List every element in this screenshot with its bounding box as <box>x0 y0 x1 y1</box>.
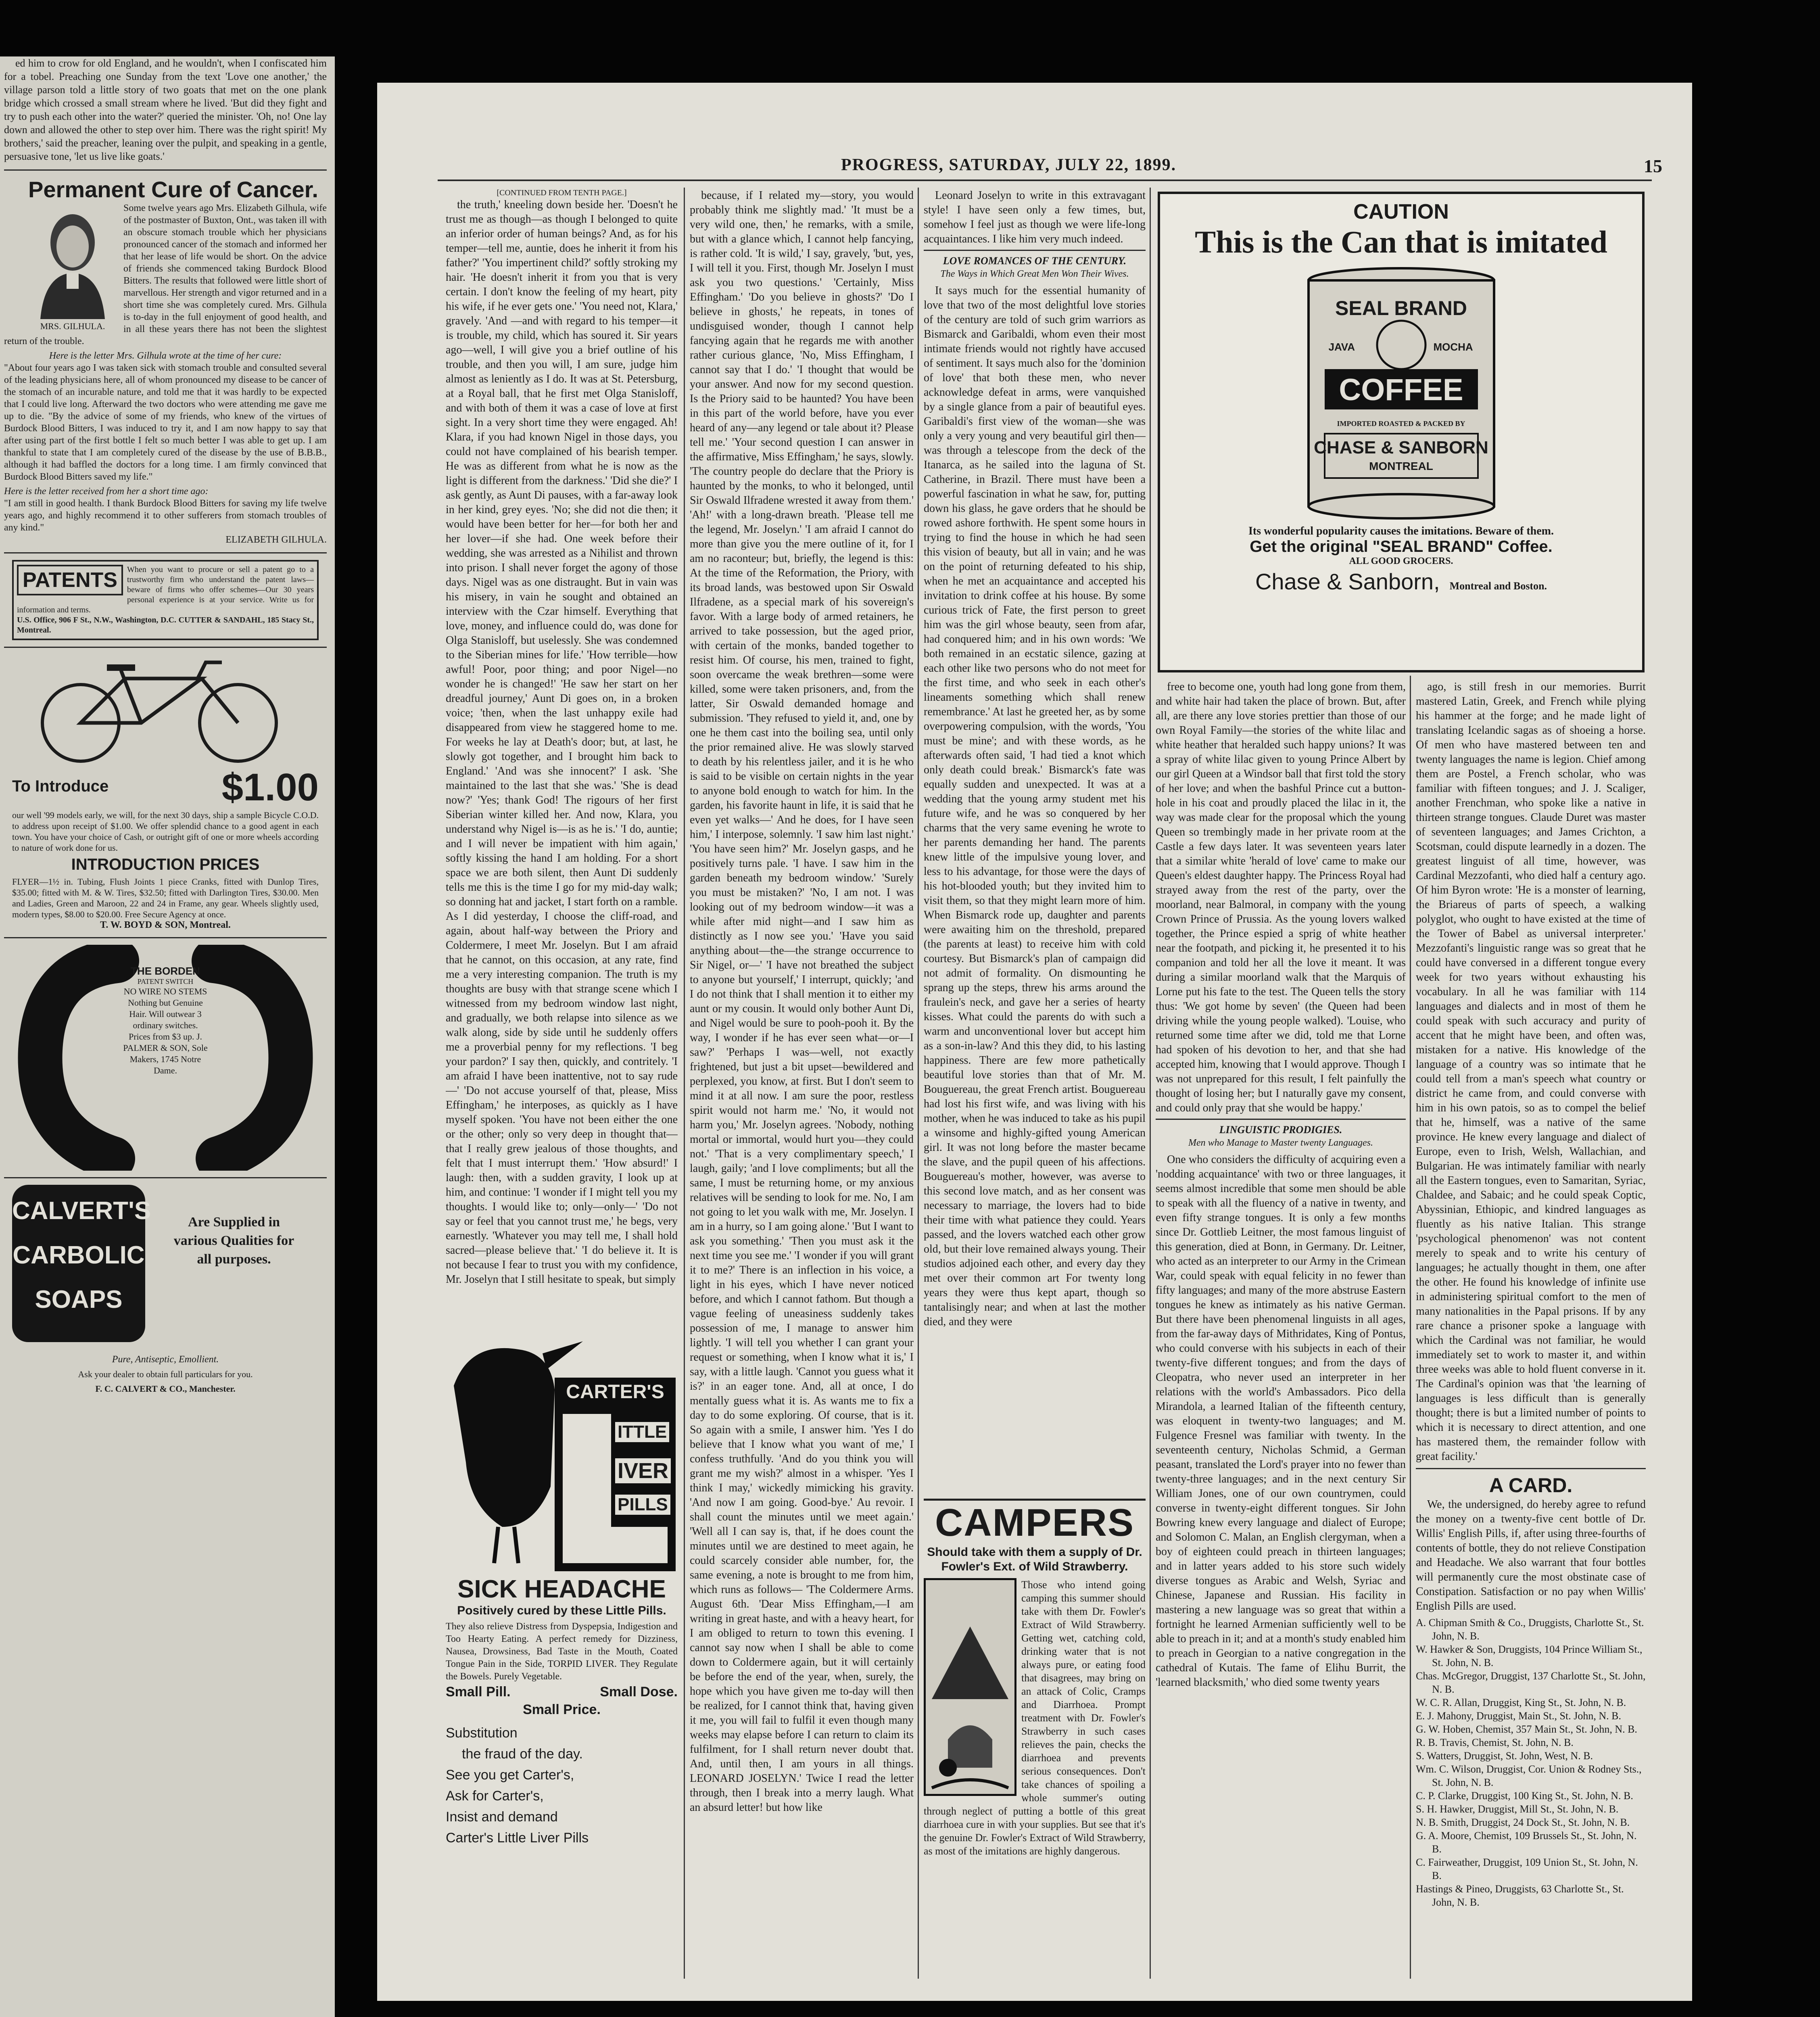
left-top-text: ed him to crow for old England, and he wouldn't, when I confiscated him for a tobel. Preaching one Sunday from the text 'Love one another,' the village parson told a little story of two goats that met on the one plank bridge which crossed a small stream where he lived. 'But did they fight and try to push each other into the water?' queried the minister. 'Oh, no! One lay down and allowed the other to step over him. There was the right spirit! My brothers,' said the preacher, leaning over the pulpit, and speaking in a gentle, persuasive tone, 'let us live like goats.' <box>4 57 327 162</box>
carters-script-line: Ask for Carter's, <box>446 1788 544 1804</box>
linguistic-sub: Men who Manage to Master twenty Languages. <box>1188 1138 1373 1148</box>
story-column-4 <box>1156 680 1406 1979</box>
divider <box>4 1177 327 1178</box>
cancer-letter2: "I am still in good health. I thank Burdock Blood Bitters for saving my life twelve years ago, and highly recommend it to other sufferers from stomach troubles of any kind." <box>4 498 327 533</box>
can-mocha: MOCHA <box>1433 341 1473 353</box>
cancer-ad-body: Some twelve years ago Mrs. Elizabeth Gilhula, wife of the postmaster of Buxton, Ont., was taken ill with an obscure stomach trouble which her physicians pronounced cancer of the stomach and informed her that her lease of life would be short. On the advice of friends she commenced taking Burdock Blood Bitters. The results that followed were little short of marvellous. Her strength and vigor returned and in a short time she was completely cured. Mrs. Gilhula is to-day in the full enjoyment of good health, and in all these years there has not been the slightest return of the trouble. <box>4 203 327 347</box>
column-rule <box>684 188 685 1979</box>
cancer-ad <box>4 177 327 546</box>
can-imported: IMPORTED ROASTED & PACKED BY <box>1337 420 1465 428</box>
list-item: W. Hawker & Son, Druggists, 104 Prince William St., St. John, N. B. <box>1416 1643 1643 1668</box>
calvert-foot: Ask your dealer to obtain full particulars for you. <box>78 1369 253 1379</box>
page-number: 15 <box>1644 156 1662 176</box>
borden-text <box>121 965 210 1076</box>
story-column-3 <box>924 188 1146 1491</box>
linguistic-text: One who considers the difficulty of acquiring even a 'nodding acquaintance' with two or three languages, it seems almost incredible that some men should be able to speak with all the fluency of a native in twenty, and even fifty strange tongues. It is only a few months since Dr. Gottlieb Leitner, the most famous linguist of this generation, died at Bonn, in Germany. Dr. Leitner, who acted as an interpreter to our Army in the Crimean War, could speak with equal felicity in no fewer than fifty languages; and many of the more abstruse Eastern tongues he knew as intimately as his native German. But there have been phenomenal linguists in all ages, from the far-away days of Mithridates, King of Pontus, who could converse with his subjects in each of their twenty-five different tongues; and from the days of Cleopatra, who never used an interpreter in her relations with the world's Ambassadors. Pico della Mirandola, a learned Italian of the fifteenth century, was eloquent in twenty-two languages; and M. Fulgence Fresnel was familiar with twenty. In the seventeenth century, Nicholas Schmid, a German peasant, translated the Lord's prayer into no fewer than twenty-three languages; and in the next century Sir William Jones, one of our own countrymen, could converse in twenty-eight different tongues. Sir John Bowring knew every language and dialect of Europe; and Solomon C. Malan, an English clergyman, when a boy of eighteen could preach in thirteen languages; and in latter years added to his store such widely diverse tongues as Arabic and Welsh, Syriac and Chinese, Japanese and Russian. His facility in mastering a new language was so great that within a fortnight he learned Armenian sufficiently well to be able to preach in it; and at a month's study enabled him to preach in Georgian to a native congregation in the cathedral of Kutais. The fame of Elihu Burrit, the 'learned blacksmith,' who died some twenty years <box>1156 1153 1406 1689</box>
calvert-body: Are Supplied in various Qualities for all purposes. <box>173 1215 294 1267</box>
carters-sub: Positively cured by these Little Pills. <box>457 1604 666 1617</box>
carters-smalls <box>446 1683 678 1718</box>
seal-line-2: Get the original "SEAL BRAND" Coffee. <box>1250 538 1553 555</box>
love-romances-head: LOVE ROMANCES OF THE CENTURY. <box>943 255 1127 267</box>
list-item: N. B. Smith, Druggist, 24 Dock St., St. John, N. B. <box>1416 1817 1630 1828</box>
calvert-soap-ad <box>12 1185 319 1354</box>
newspaper-page <box>377 83 1692 2001</box>
seal-maker-line <box>1160 568 1642 595</box>
carters-small-pill: Small Pill. <box>446 1684 511 1700</box>
seal-brand-ad <box>1158 192 1645 672</box>
header-rule <box>438 180 1652 181</box>
carters-script-line: Substitution <box>446 1725 518 1741</box>
love-romances-text: It says much for the essential humanity of love that two of the most delightful love stories of the century are told of such grim warriors as Bismarck and Garibaldi, whom even their most intimate friends would not rightly have accused of sentiment. It says much also for the 'dominion of love' that both these men, who never acknowledge defeat in arms, were vanquished by a single glance from a pair of beautiful eyes. Garibaldi's first view of the woman—she was only a very young and very beautiful girl then—was through a telescope from the deck of the Itanarca, as he sailed into the laguna of St. Catherine, in Brazil. There must have been a powerful fascination in what he saw, for, putting down his glass, he gave orders that he should be rowed ashore forthwith. He spent some hours in trying to find the house in which he had seen this vision of beauty, but all in vain; and he was on the point of returning defeated to his ship, when he met an acquaintance and accepted his invitation to drink coffee at his house. By some curious trick of Fate, the first person to greet him was the girl whose beauty, seen from afar, had conquered him; and in his own words: 'We both remained in an ecstatic silence, gazing at each other like two persons who do not meet for the first time, and who seek in each other's lineaments something which shall renew remembrance.' At last he greeted her, as by some overpowering compulsion, with the words, 'You must be mine'; and with these words, as he afterwards often said, 'I had tied a knot which only death could break.' Bismarck's fate was equally sudden and unexpected. It was at a wedding that the young army student met his future wife, and he was so conquered by her charms that the very same evening he wrote to her parents demanding her hand. The parents knew little of the impulsive young lover, and less to his advantage, for those were the days of his hot-blooded youth; but they invited him to visit them, so that they might learn more of him. When Bismarck rode up, daughter and parents were awaiting him on the threshold, prepared (the parents at least) to receive him with cold courtesy. But Bismarck's plan of campaign did not admit of formality. On dismounting he sprang up the steps, threw his arms around the fraulein's neck, and gave her a series of hearty kisses. What could the parents do with such a warm and unconventional lover but accept him as a son-in-law? And this they did, to his lasting happiness. There are few more pathetically beautiful love stories than that of Mr. M. Bouguereau, the great French artist. Bouguereau had lost his first wife, and was living with his mother, when he was induced to take as his pupil a winsome and highly-gifted young American girl. It was not long before the master became the slave, and the pupil queen of his affections. Bouguereau's mother, however, was averse to this second love match, and as her consent was necessary to marriage, the lovers had to bide their time with what patience they could. Years passed, and the lovers watched each other grow old, but their love remained always young. Their studios adjoined each other, and every day they met over their common art For twenty long years they were thus kept apart, though so tantalisingly near; and when at last the mother died, and they were <box>924 284 1146 1328</box>
can-maker: CHASE & SANBORN <box>1314 438 1488 457</box>
bicycle-prices-head: INTRODUCTION PRICES <box>71 856 260 873</box>
divider <box>1156 1119 1406 1120</box>
left-page-column <box>4 56 327 2017</box>
borden-body: NO WIRE NO STEMS Nothing but Genuine Hair. Will outwear 3 ordinary switches. Prices from $3 up. J. PALMER & SON, Sole Makers, 1745 Notre Dame. <box>123 986 208 1075</box>
carters-headline: SICK HEADACHE <box>457 1575 666 1603</box>
cancer-signature: ELIZABETH GILHULA. <box>225 535 327 545</box>
cancer-portrait <box>28 206 117 332</box>
bicycle-body: our well '99 models early, we will, for the next 30 days, ship a sample Bicycle C.O.D. to address upon receipt of $1.00. We offer splendid chance to a good agent in each town. You have your choice of Cash, or outright gift of one or more wheels according to nature of work done for us. <box>12 810 319 853</box>
caution-label: CAUTION <box>1353 200 1449 223</box>
carters-small-price: Small Price. <box>523 1702 601 1717</box>
story-text-2: because, if I related my—story, you would probably think me slightly mad.' 'It must be a very wild one, then,' he remarks, with a smile, but with a glance which, I cannot help fancying, is rather cold. 'It is wild,' I say, gravely, 'but, yes, I will tell it you. First, though Mr. Joselyn I must ask you two questions.' 'Certainly, Miss Effingham.' 'Do you believe in ghosts?' 'Do I believe in ghosts,' he repeats, in tones of undisguised wonder, though I cannot help fancying again that he regards me with another rather curious glance, 'No, Miss Effingham, I cannot say that I do.' 'I thought that would be your answer. And now for my second question. Is the Priory said to be haunted? You have been in this part of the world before, have you ever heard of any—any legend or tale about it? Please tell me.' 'Your second question I can answer in the affirmative, Miss Effingham,' he says, slowly. 'The country people do declare that the Priory is haunted by the monks, to who it belonged, until Sir Oswald Ilfradene wrested it away from them.' 'Ah!' with a long-drawn breath. 'Please tell me the legend, Mr. Joselyn.' 'I am afraid I cannot do more than give you the mere outline of it, for I am no raconteur; but, briefly, the legend is this: At the time of the Reformation, the Priory, with its broad lands, was bestowed upon Sir Oswald Ilfradene, as a special mark of his sovereign's favor. With a large body of armed retainers, he arrived to take possession, but the aged prior, with certain of the monks, banded together to resist him. Of course, his men, trained to fight, soon overcame the weak brethren—some were killed, some were taken prisoners, and, from the latter, Sir Oswald demanded homage and submission. 'They refused to yield it, and, one by one he them cast into the boiling sea, until only the prior remained alive. He was slowly starved to death by his relentless jailer, and it is he who is said to be visible on certain nights in the year to anyone bold enough to watch for him. In the garden, his favorite haunt in life, it is said that he even yet walks—' And he does, for I have seen him,' I interpose, solemnly. 'I saw him last night.' 'You have seen him?' Mr. Joselyn gasps, and he positively turns pale. 'I have. I saw him in the garden beneath my bedroom window.' 'Surely you must be mistaken?' 'No, I am not. I was looking out of my bedroom window—it was a while after mid night—and I saw him as distinctly as I now see you.' 'Have you said anything about—the—the strange occurrence to Sir Nigel, or—' 'I have not breathed the subject to anyone but yourself,' I interrupt, quickly; 'and I do not think that I shall mention it to either my aunt or my cousin. It would only bother Aunt Di, and Nigel would be sure to pooh-pooh it. By the way, I wonder if he has ever seen what—or—I saw?' 'Perhaps I was—well, not exactly frightened, but just a bit upset—bewildered and perplexed, you know, at first. But I don't seem to mind it at all now. I am sure the poor, restless spirit would not harm me.' 'No, it would not harm you,' Mr. Joselyn agrees. 'Nobody, nothing mortal or immortal, would hurt you—they could not.' 'That is a very complimentary speech,' I laugh, gaily; 'and I love compliments; but all the same, I must be returning home, or my anxious relatives will be sending to look for me. No, I am not going to let you walk with me, Mr. Joselyn. I am in a hurry, so I am going alone.' 'But I want to ask you something.' 'Then you must ask it the next time you see me.' 'I wonder if you will grant it to me?' There is an inflection in his voice, a light in his eyes, which I have never noticed before, and which I cannot fathom. But though a vague feeling of uneasiness suddenly takes possession of me, I manage to answer him lightly. 'I will tell you whether I can grant your request or something, when I know what it is,' I say, with a little laugh. 'Cannot you guess what it is?' in an eager tone. And, all at once, I do mentally guess what it is. As wants me to fix a day to do some exploring. Of course, that is it. So again with a smile, I answer him. 'Yes I do believe that I know what you want of me,' I confess truthfully. 'And do you think you will grant me my wish?' almost in a whisper. 'Yes I think I may,' wickedly mimicking his gravity. 'And now I am going. Good-bye.' Au revoir. I shall count the minutes until we meet again.' 'Well all I can say is, that, if he does count the minutes until we are destined to meet again, he could scarcely consider able number, for, the same evening, a note is brought to me from him, which runs as follows— 'The Coldermere Arms. August 6th. 'Dear Miss Effingham,—I am writing in great haste, and with a heavy heart, for I am obliged to return to town this evening. I cannot say now when I shall be able to come down to Coldermere again, but it will certainly be before the end of the year, when, surely, the hope which you have given me to-day will then be realized, for I cannot think that, having given it me, you will fail to fulfil it even though many weeks may elapse before I can return to claim its fulfilment, for I shall return never doubt that. And, until then, I am yours in all things. LEONARD JOSELYN.' Twice I read the letter through, then I break into a merry laugh. What an absurd letter! but how like <box>690 189 914 1814</box>
can-top: SEAL BRAND <box>1335 297 1467 319</box>
list-item: E. J. Mahony, Druggist, Main St., St. John, N. B. <box>1416 1710 1621 1722</box>
list-item: A. Chipman Smith & Co., Druggists, Charlotte St., St. John, N. B. <box>1416 1617 1644 1642</box>
cancer-ad-title: Permanent Cure of Cancer. <box>28 177 318 202</box>
story-column-2 <box>690 188 914 1975</box>
cancer-letter: "About four years ago I was taken sick with stomach trouble and consulted several of the leading physicians here, all of whom pronounced my disease to be cancer of the stomach of an incurable nature, and told me that it was hardly to be expected that I could live long. Afterward the two doctors who were attending me gave me up to die. "By the advice of some of my friends, who knew of the virtues of Burdock Blood Bitters, I was induced to try it, and I am now happy to say that after using part of the first bottle I felt so much better I was able to get up. I am thankful to state that I am completely cured of the disease by the use of B.B.B., although it had baffled the doctors for a long time. I am firmly convinced that Burdock Blood Bitters saved my life." <box>4 363 327 482</box>
divider <box>4 552 327 553</box>
crow-icon <box>446 1317 678 1575</box>
carters-ad <box>446 1317 678 1983</box>
coffee-can <box>1300 264 1502 522</box>
borden-switch-ad <box>12 945 319 1171</box>
divider <box>4 169 327 171</box>
list-item: C. Fairweather, Druggist, 109 Union St., St. John, N. B. <box>1416 1856 1638 1881</box>
can-java: JAVA <box>1328 341 1355 353</box>
patents-body: When you want to procure or sell a patent go to a trustworthy firm who understand the patent laws—beware of firms who offer schemes—Our 30 years personal experience is at your service. Write us for information and terms. <box>17 565 314 614</box>
list-item: Wm. C. Wilson, Druggist, Cor. Union & Rodney Sts., St. John, N. B. <box>1416 1763 1642 1788</box>
seal-line-1: Its wonderful popularity causes the imitations. Beware of them. <box>1248 525 1554 537</box>
patents-address: U.S. Office, 906 F St., N.W., Washington, D.C. CUTTER & SANDAHL, 185 Stacy St., Montreal. <box>17 616 314 635</box>
campers-sub: Should take with them a supply of Dr. Fowler's Ext. of Wild Strawberry. <box>927 1545 1142 1573</box>
list-item: S. H. Hawker, Druggist, Mill St., St. John, N. B. <box>1416 1803 1619 1815</box>
portrait-caption: MRS. GILHULA. <box>40 321 105 331</box>
card-head: A CARD. <box>1489 1474 1573 1497</box>
list-item: Hastings & Pineo, Druggists, 63 Charlotte St., St. John, N. B. <box>1416 1883 1624 1908</box>
borden-sub: PATENT SWITCH <box>137 977 194 986</box>
masthead: PROGRESS, SATURDAY, JULY 22, 1899. <box>841 156 1177 174</box>
list-item: G. A. Moore, Chemist, 109 Brussels St., St. John, N. B. <box>1416 1830 1637 1855</box>
story-text-4: free to become one, youth had long gone from them, and white hair had taken the place of brown. But, after all, are there any love stories prettier than those of our own Royal Family—the stories of the white lilac and white heather that heralded such happy unions? It was a spray of white lilac given to young Prince Albert by our girl Queen at a Windsor ball that first told the story of her love; and when the bashful Prince cut a button-hole in his coat and proudly placed the lilac in it, the way was made clear for the proposal which the young Queen so trembingly made in her private room at the Castle a few days later. It was seventeen years later that a similar white 'herald of love' came to make our Queen's eldest daughter happy. The Princess Royal had strayed away from the rest of the party, over the moorland, near Balmoral, in company with the young Crown Prince of Prussia. As the young lovers walked together, the Prince espied a sprig of white heather near the footpath, and picking it, he presented it to his companion and told her all the love it meant. It was during a similar moorland walk that the Marquis of Lorne put his fate to the test. The Queen tells the story thus: 'We got home by seven' (the Queen had been driving while the young people walked). 'Louise, who returned some time after we did, told me that Lorne had spoken of his devotion to her, and that she had accepted him, knowing that I would approve. Though I was not unprepared for this result, I felt painfully the thought of losing her; but I naturally gave my consent, and could only pray that she would be happy.' <box>1156 681 1406 1114</box>
seal-maker: Chase & Sanborn, <box>1255 569 1440 594</box>
carters-brand-4: PILLS <box>615 1495 670 1515</box>
seal-line-3: ALL GOOD GROCERS. <box>1349 556 1453 566</box>
carters-script-line: the fraud of the day. <box>462 1746 583 1762</box>
divider <box>1416 1468 1646 1469</box>
love-romances-sub: The Ways in Which Great Men Won Their Wives. <box>940 269 1129 279</box>
list-item: R. B. Travis, Chemist, St. John, N. B. <box>1416 1737 1574 1748</box>
carters-small-dose: Small Dose. <box>600 1684 678 1700</box>
portrait-image <box>32 206 113 319</box>
campers-body: Those who intend going camping this summer should take with them Dr. Fowler's Extract of Wild Strawberry. Getting wet, catching cold, drinking water that is not always pure, or eating food that disagrees, may bring on an attack of Colic, Cramps and Diarrhoea. Prompt treatment with Dr. Fowler's Strawberry in such cases relieves the pain, checks the diarrhoea and prevents serious consequences. Don't take chances of spoiling a whole summer's outing through neglect of putting a bottle of this great diarrhoea cure in with your supplies. But see that it's the genuine Dr. Fowler's Extract of Wild Strawberry, as most of the imitations are highly dangerous. <box>924 1579 1146 1857</box>
list-item: W. C. R. Allan, Druggist, King St., St. John, N. B. <box>1416 1697 1626 1708</box>
campers-title: CAMPERS <box>935 1501 1135 1544</box>
patents-title: PATENTS <box>17 565 123 595</box>
card-text: We, the undersigned, do hereby agree to refund the money on a twenty-five cent bottle of Dr. Willis' English Pills, if, after using three-fourths of contents of bottle, they do not relieve Constipation and Headache. We also warrant that four bottles will permanently cure the most obstinate case of Constipation. Satisfaction or no pay when Willis' English Pills are used. <box>1416 1498 1646 1612</box>
left-page-edge <box>0 56 335 2017</box>
card-list <box>1416 1616 1646 1909</box>
calvert-tag: Pure, Antiseptic, Emollient. <box>112 1354 219 1365</box>
story-text-5: ago, is still fresh in our memories. Burrit mastered Latin, Greek, and French while plying his hammer at the forge; and he made light of translating Icelandic sagas as of shoeing a horse. Of men who have mastered between ten and twenty languages the name is legion. Chief among them are Postel, a French scholar, who was familiar with fifteen tongues; and J. J. Scaliger, another Frenchman, who spoke like a native in thirteen strange tongues. Claude Duret was master of seventeen languages; and James Crichton, a Scotsman, could dispute learnedly in a dozen. The greatest linguist of all time, however, was Cardinal Mezzofanti, who died half a century ago. Of him Byron wrote: 'He is a monster of learning, the Briareus of parts of speech, a walking polyglot, who ought to have existed at the time of the Tower of Babel as universal interpreter.' Mezzofanti's linguistic range was so great that he could have conversed in a different tongue every week for two years without exhausting his vocabulary. In all he was familiar with 114 languages and dialects and in most of them he could speak with such accuracy and purity of accent that he might have been, and often was, mistaken for a native. His knowledge of the language of a country was so intimate that he could tell from a man's speech what country or district he came from, and could converse with him in his own patois, so as to compel the belief that he, himself, was a native of the same province. He knew every language and dialect of Europe, even to Irish, Welsh, Wallachian, and Bulgarian. He was intimately familiar with nearly all the Eastern tongues, even to Samaritan, Syriac, Chaldee, and Sabaic; and he could speak Coptic, Abyssinian, Ethiopic, and kindred languages as fluently as his native Italian. This strange 'psychological phenomenon' was not content merely to speak and to write his century of languages; he actually thought in them, one after the other. He found his knowledge of infinite use in administering spiritual comfort to the men of many nationalities in the Papal prisons. If by any rare chance a prisoner spoke a language with which the Cardinal was not familiar, he would immediately set to work to master it, and within three weeks was able to hold fluent converse in it. The Cardinal's opinion was that 'the learning of languages is less difficult than is generally thought; there is but a limited number of points to which it is necessary to direct attention, and one has mastered them, the remainder follow with great facility.' <box>1416 681 1646 1463</box>
divider <box>4 647 327 648</box>
carters-script <box>446 1723 678 1848</box>
story-text-1: the truth,' kneeling down beside her. 'Doesn't he trust me as though—as though I belonged to quite an inferior order of human beings? And, as for his temper—tell me, auntie, does he inherit it from his father?' 'You impertinent child?' softly stroking my hair. 'He doesn't inherit it from you that is very certain. I don't know the feeling of my heart, pity his wife, if he ever gets one.' 'You need not, Klara,' gravely. 'And —and with regard to his temper—it is trouble, my child, which has soured it. Sir years ago—well, I will give you a brief outline of his trouble, and then you will, I am sure, judge him almost as leniently as I do. It was at St. Petersburg, at a Royal ball, that he first met Olga Stanisloff, and with both of them it was a case of love at first sight. In a very short time they were engaged. Ah! Klara, if you had known Nigel in those days, you could not have complained of his bearish temper. He was as different from what he is now as the light is different from the darkness.' 'Did she die?' I ask gently, as Aunt Di pauses, with a far-away look in her kind, grey eyes. 'No; she did not die then; it would have been better for her—for both her and her lover—if she had. One week before their wedding, she was arrested as a Nihilist and thrown into prison. I shall never forget the agony of those days. Nigel was as one distraught. But in vain was his misery, in vain he sought and obtained an interview with the Czar himself. Everything that love, money, and influence could do, was done for Olga Stanisloff, but uselessly. She was condemned to the Siberian mines for life.' 'How terrible—how awful! Poor, poor thing; and poor Nigel—no wonder he is changed!' 'He saw her start on her dreadful journey,' Aunt Di goes on, in a broken voice; 'then, when the last unhappy exile had disappeared from view he staggered home to me. For weeks he lay at Death's door; but, at last, he slowly got together, and I brought him back to England.' 'And was she innocent?' I ask. 'She maintained to the last that she was.' 'She is dead now?' 'Yes; thank God! The rigours of her first Siberian winter killed her. And now, Klara, you understand why Nigel is—is as he is.' 'I do, auntie; and I will never be impatient with him again,' softly kissing the hand I am holding. For a short space we are both silent, then Aunt Di suddenly tells me this is the time I go for my mid-day walk; so donning hat and jacket, I start forth on a ramble. As I did yesterday, I choose the cliff-road, and again, about half-way between the Priory and Coldermere, I meet Mr. Joselyn. But I am afraid that he cannot, on this occasion, at any rate, find me a very interesting companion. The truth is my thoughts are busy with that strange scene which I witnessed from my bedroom window last night, and gradually, we both relapse into silence as we walk along, side by side until he suddenly offers me a proverbial penny for my reflections. 'I beg your pardon?' I say then, quickly, and contritely. 'I am afraid I have been inattentive, not to say rude—' 'Do not accuse yourself of that, please, Miss Effingham,' he interposes, as quickly as I have myself spoken. 'You have not been either the one or the other; only so very deep in thought that—that I really grew jealous of those thoughts, and felt that I must interrupt them.' 'How absurd!' I laugh: then, with a sudden gravity, I look up at him, and continue: 'I wonder if I might tell you my thoughts. I would like to; only—only—' 'Do not say or feel that you cannot trust me,' he begs, very earnestly. 'Whatever you may tell me, I shall hold sacred—please believe that.' 'I do believe it. It is not because I fear to trust you with my confidence, Mr. Joselyn that I still hesitate to speak, but simply <box>446 198 678 1286</box>
list-item: S. Watters, Druggist, St. John, West, N. B. <box>1416 1750 1593 1762</box>
story-text-3-top: Leonard Joselyn to write in this extravagant style! I have seen only a few times, but, somehow I feel just as though we were life-long acquaintances. I like him very much indeed. <box>924 189 1146 245</box>
list-item: C. P. Clarke, Druggist, 100 King St., St. John, N. B. <box>1416 1790 1633 1802</box>
bicycle-signature: T. W. BOYD & SON, Montreal. <box>100 920 231 930</box>
bicycle-icon <box>12 654 319 763</box>
cancer-letter-head: Here is the letter Mrs. Gilhula wrote at the time of her cure: <box>49 351 282 361</box>
carters-brand-1: CARTER'S <box>566 1381 664 1403</box>
divider <box>4 937 327 938</box>
calvert-title: CALVERT'S CARBOLIC SOAPS <box>12 1185 145 1342</box>
story-column-5 <box>1416 680 1646 1979</box>
list-item: Chas. McGregor, Druggist, 137 Charlotte St., St. John, N. B. <box>1416 1670 1646 1695</box>
borden-name: THE BORDEN <box>131 965 200 977</box>
column-rule <box>918 188 919 1979</box>
patents-ad <box>12 560 319 640</box>
bicycle-prices-body: FLYER—1½ in. Tubing, Flush Joints 1 piece Cranks, fitted with Dunlop Tires, $35.00; fitted with M. & W. Tires, $32.50; fitted with Darlington Tires, $30.00. Men and Ladies, Green and Maroon, 22 and 24 in Frame, any gear. Wheels slightly used, modern types, $8.00 to $20.00. Free Secure Agency at once. <box>12 877 319 919</box>
seal-maker-city: Montreal and Boston. <box>1449 580 1547 592</box>
carters-script-line: See you get Carter's, <box>446 1767 574 1783</box>
carters-script-line: Carter's Little Liver Pills <box>446 1830 589 1846</box>
seal-headline: This is the Can that is imitated <box>1195 224 1607 259</box>
calvert-maker: F. C. CALVERT & CO., Manchester. <box>95 1384 236 1394</box>
can-city: MONTREAL <box>1369 460 1433 472</box>
bicycle-intro: To Introduce <box>12 777 109 795</box>
carters-body: They also relieve Distress from Dyspepsia, Indigestion and Too Hearty Eating. A perfect remedy for Dizziness, Nausea, Drowsiness, Bad Taste in the Mouth, Coated Tongue Pain in the Side, TORPID LIVER. They Regulate the Bowels. Purely Vegetable. <box>446 1621 678 1682</box>
continued-note: [CONTINUED FROM TENTH PAGE.] <box>497 188 627 197</box>
column-rule <box>1410 676 1411 1979</box>
carters-brand-3: IVER <box>615 1458 671 1483</box>
bicycle-price: $1.00 <box>221 766 319 809</box>
column-rule <box>1150 188 1151 1979</box>
divider <box>924 250 1146 251</box>
story-column-1 <box>446 188 678 1310</box>
cancer-letter2-head: Here is the letter received from her a short time ago: <box>4 486 209 497</box>
campers-ad <box>924 1499 1146 1985</box>
carters-brand-2: ITTLE <box>615 1422 669 1442</box>
linguistic-head: LINGUISTIC PRODIGIES. <box>1219 1124 1342 1136</box>
bicycle-ad <box>12 654 319 931</box>
list-item: G. W. Hoben, Chemist, 357 Main St., St. John, N. B. <box>1416 1723 1637 1735</box>
carters-script-line: Insist and demand <box>446 1809 558 1825</box>
can-coffee: COFFEE <box>1339 373 1463 407</box>
campers-illustration <box>924 1578 1016 1796</box>
carters-logo <box>446 1317 678 1575</box>
